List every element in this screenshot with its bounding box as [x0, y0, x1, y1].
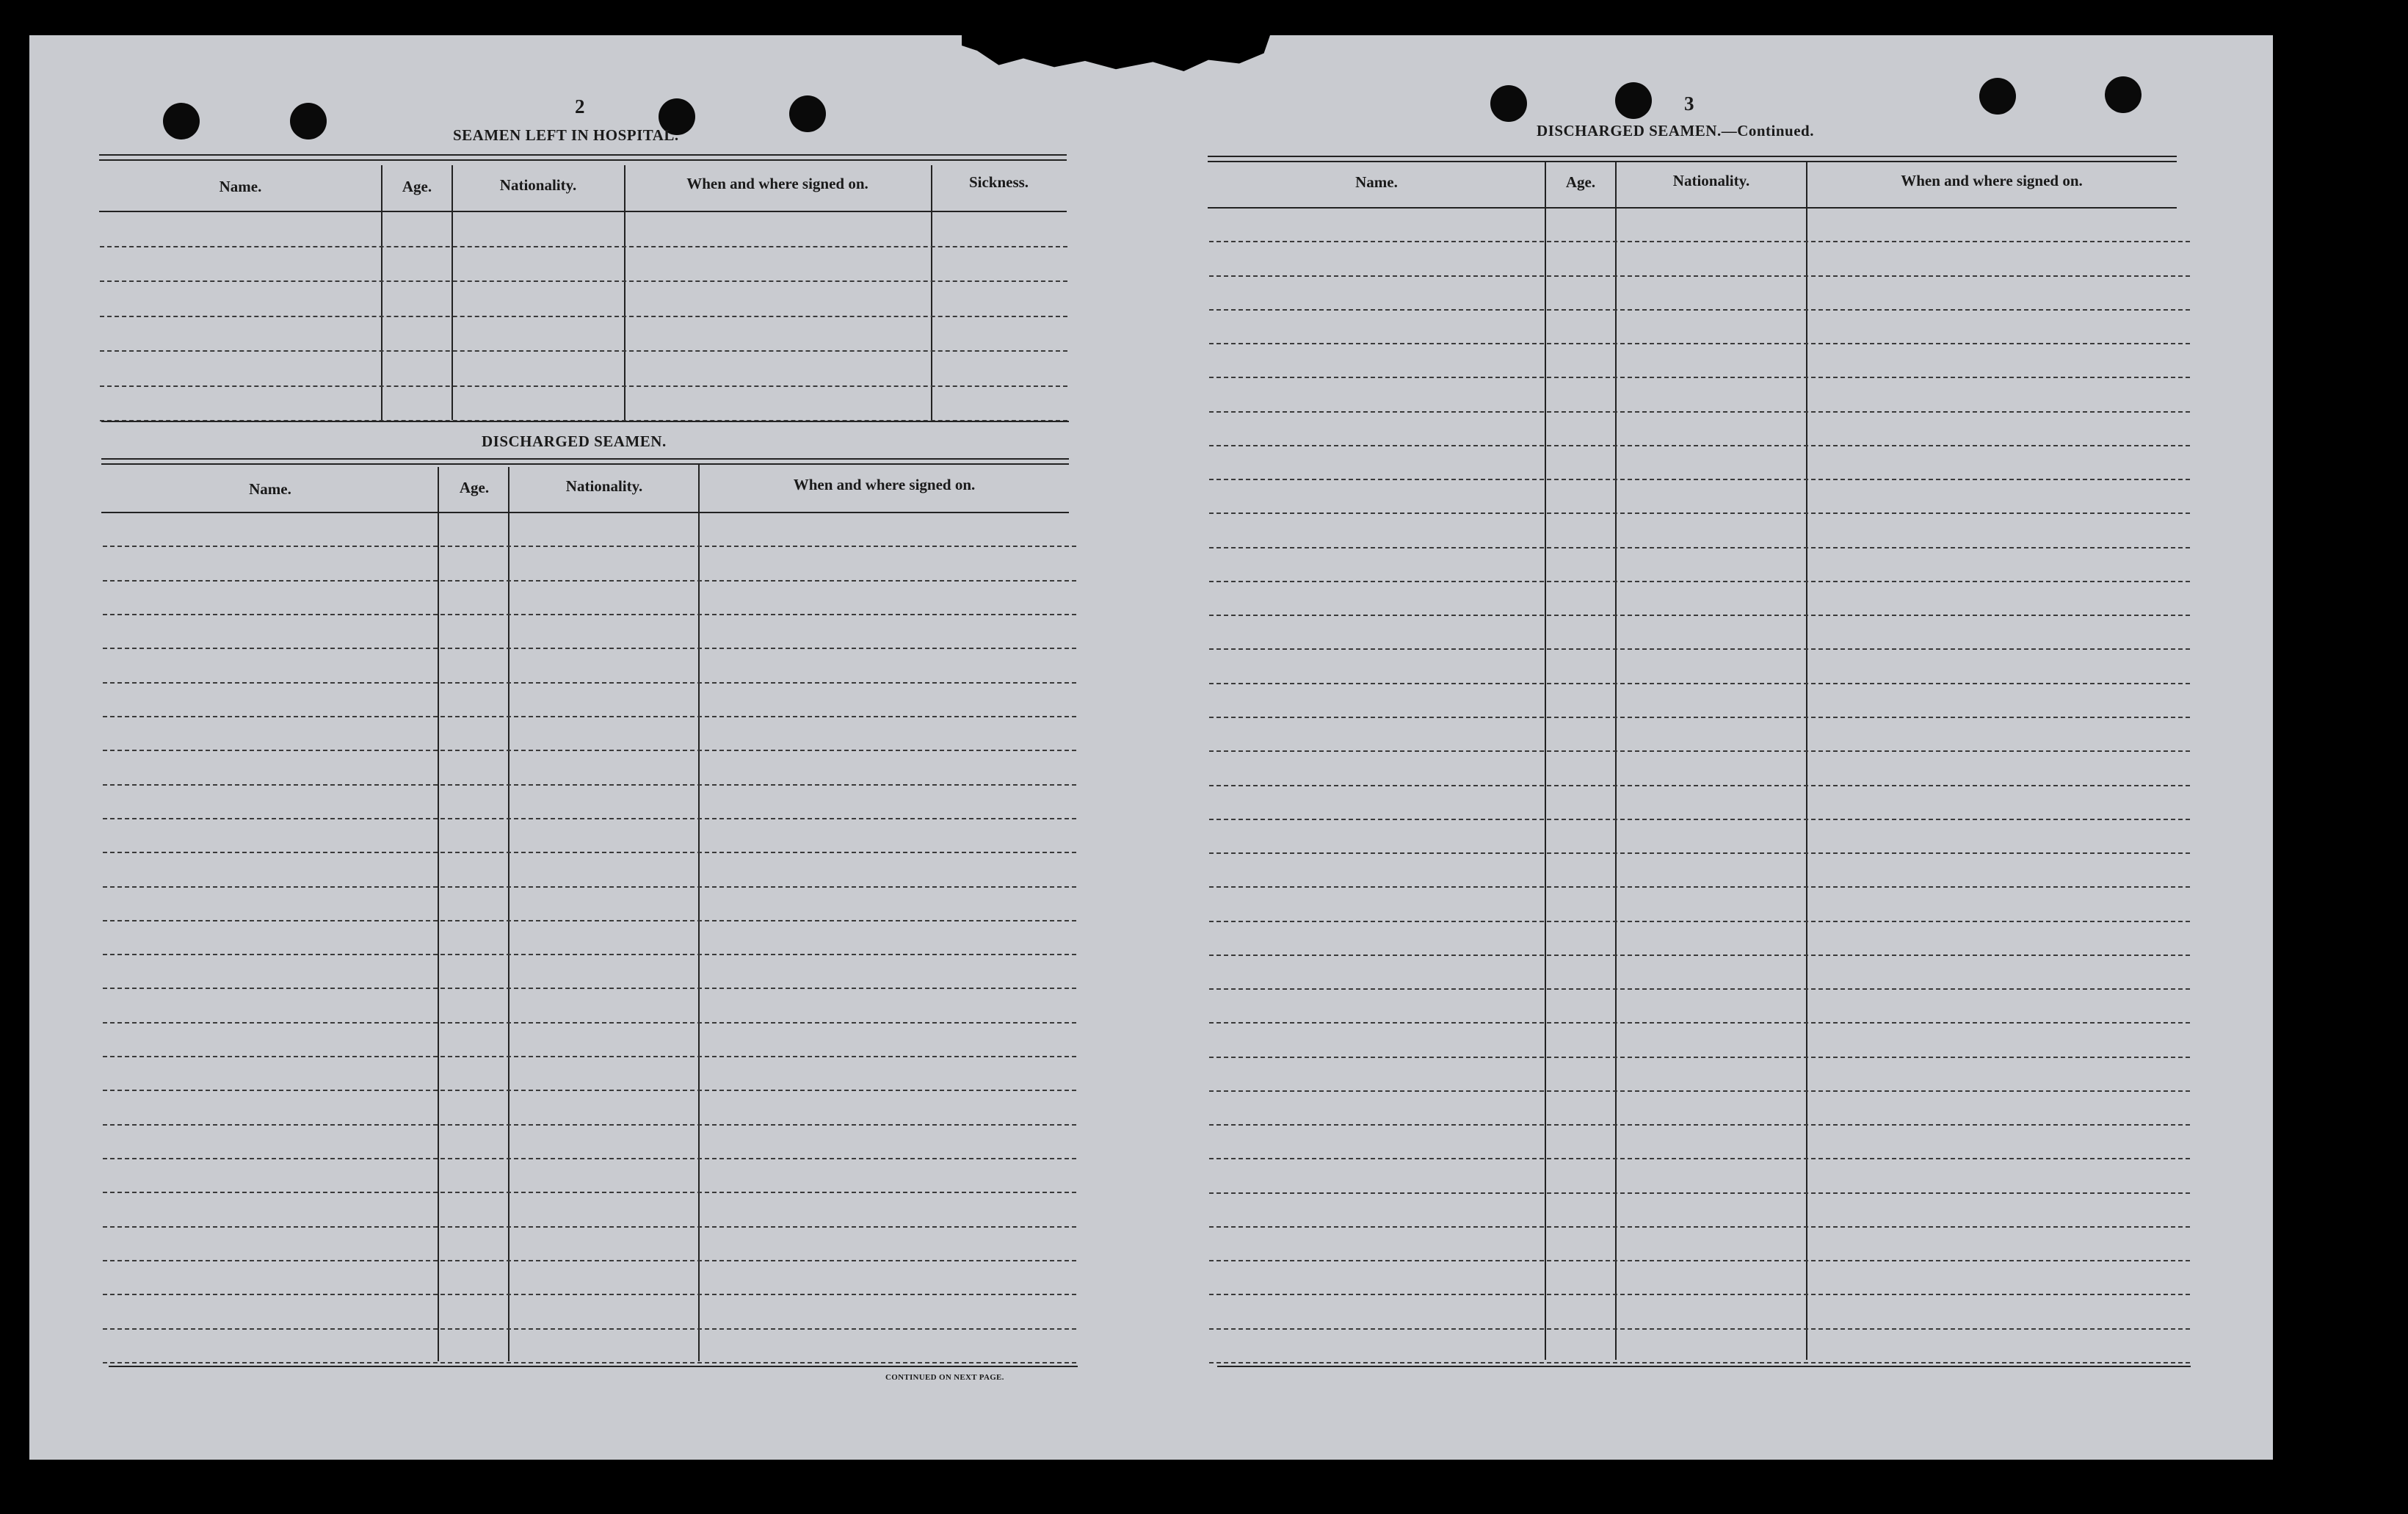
- form-row-line: [1209, 445, 2190, 446]
- punch-hole: [1490, 85, 1527, 122]
- form-row-line: [103, 1090, 1076, 1091]
- form-row-line: [103, 784, 1076, 786]
- form-row-line: [103, 1056, 1076, 1057]
- right-col-age: Age.: [1565, 173, 1596, 191]
- form-row-line: [1209, 275, 2190, 277]
- form-row-line: [103, 648, 1076, 649]
- form-row-line: [103, 1124, 1076, 1126]
- form-row-line: [103, 852, 1076, 853]
- right-page-number: 3: [1684, 93, 1694, 115]
- form-row-line: [103, 988, 1076, 989]
- form-row-line: [1209, 1260, 2190, 1261]
- right-bottom-rule: [1217, 1366, 2191, 1367]
- continued-note: CONTINUED ON NEXT PAGE.: [885, 1373, 1004, 1382]
- form-row-line: [100, 350, 1067, 352]
- form-row-line: [1209, 886, 2190, 888]
- right-divider: [1545, 162, 1546, 1360]
- hospital-divider: [624, 165, 625, 420]
- form-row-line: [1209, 581, 2190, 582]
- form-row-line: [100, 246, 1067, 247]
- hospital-section-title: SEAMEN LEFT IN HOSPITAL.: [453, 126, 679, 144]
- right-header-rule: [1208, 207, 2177, 209]
- discharged-col-signed-on: When and where signed on.: [793, 476, 976, 493]
- punch-hole: [290, 103, 327, 140]
- form-row-line: [1209, 241, 2190, 242]
- form-row-line: [1209, 955, 2190, 956]
- form-row-line: [1209, 479, 2190, 480]
- form-row-line: [103, 1260, 1076, 1261]
- form-row-line: [103, 750, 1076, 751]
- hospital-top-rule: [99, 154, 1067, 161]
- form-row-line: [1209, 852, 2190, 854]
- discharged-continued-title: [1537, 122, 1814, 140]
- hospital-col-signed-on: When and where signed on.: [686, 175, 868, 192]
- discharged-bottom-rule: [109, 1366, 1078, 1367]
- punch-hole: [789, 95, 826, 132]
- hospital-col-age: Age.: [402, 178, 432, 195]
- form-row-line: [1209, 1124, 2190, 1126]
- form-row-line: [103, 1328, 1076, 1330]
- discharged-section-title: DISCHARGED SEAMEN.: [482, 432, 667, 450]
- form-row-line: [1209, 683, 2190, 684]
- right-col-nationality: Nationality.: [1672, 172, 1750, 189]
- form-row-line: [1209, 988, 2190, 990]
- form-row-line: [103, 1022, 1076, 1024]
- form-row-line: [1209, 377, 2190, 378]
- form-row-line: [1209, 411, 2190, 413]
- form-row-line: [1209, 1057, 2190, 1058]
- form-row-line: [103, 716, 1076, 717]
- form-row-line: [1209, 547, 2190, 548]
- form-row-line: [103, 1226, 1076, 1228]
- hospital-bottom-rule: [101, 421, 1069, 422]
- hospital-col-nationality: Nationality.: [499, 176, 577, 194]
- discharged-col-name: Name.: [249, 480, 291, 498]
- form-row-line: [103, 682, 1076, 684]
- form-row-line: [100, 316, 1067, 317]
- punch-hole: [1979, 78, 2016, 115]
- form-row-line: [1209, 1158, 2190, 1159]
- discharged-col-nationality: Nationality.: [565, 477, 643, 495]
- hospital-col-name: Name.: [219, 178, 262, 195]
- hospital-header-rule: [99, 211, 1067, 212]
- form-row-line: [1209, 1192, 2190, 1194]
- form-row-line: [103, 546, 1076, 547]
- form-row-line: [1209, 1362, 2190, 1363]
- form-row-line: [103, 886, 1076, 888]
- discharged-header-rule: [101, 512, 1069, 513]
- form-row-line: [1209, 615, 2190, 616]
- discharged-top-rule: [101, 458, 1069, 465]
- hospital-divider: [381, 165, 382, 420]
- form-row-line: [1209, 1090, 2190, 1092]
- form-sheet: [29, 35, 2273, 1460]
- form-row-line: [103, 1362, 1076, 1363]
- form-row-line: [1209, 1328, 2190, 1330]
- right-col-name: Name.: [1355, 173, 1398, 191]
- form-row-line: [1209, 1022, 2190, 1024]
- form-row-line: [1209, 512, 2190, 514]
- right-col-signed-on: When and where signed on.: [1901, 172, 2083, 189]
- form-row-line: [103, 1192, 1076, 1193]
- form-row-line: [1209, 343, 2190, 344]
- discharged-continued-title-main: DISCHARGED SEAMEN.: [1537, 122, 1722, 140]
- form-row-line: [1209, 717, 2190, 718]
- form-row-line: [103, 818, 1076, 819]
- form-row-line: [103, 1294, 1076, 1295]
- form-row-line: [103, 614, 1076, 615]
- form-row-line: [1209, 648, 2190, 650]
- right-divider: [1806, 162, 1807, 1360]
- form-row-line: [1209, 921, 2190, 922]
- form-row-line: [103, 954, 1076, 955]
- hospital-divider: [452, 165, 453, 420]
- right-divider: [1615, 162, 1617, 1360]
- form-row-line: [1209, 1294, 2190, 1295]
- hospital-divider: [931, 165, 932, 420]
- form-row-line: [1209, 785, 2190, 786]
- discharged-col-age: Age.: [459, 479, 490, 496]
- form-row-line: [1209, 1226, 2190, 1228]
- punch-hole: [2105, 76, 2142, 113]
- punch-hole: [1615, 82, 1652, 119]
- form-row-line: [103, 920, 1076, 921]
- form-row-line: [100, 385, 1067, 387]
- form-row-line: [1209, 819, 2190, 820]
- form-row-line: [100, 280, 1067, 282]
- left-page-number: 2: [575, 95, 585, 117]
- right-top-rule: [1208, 156, 2177, 162]
- continued-suffix: —Continued.: [1721, 122, 1814, 140]
- form-row-line: [103, 1158, 1076, 1159]
- form-row-line: [103, 580, 1076, 582]
- form-row-line: [1209, 309, 2190, 311]
- punch-hole: [163, 103, 200, 140]
- hospital-col-sickness: Sickness.: [968, 173, 1029, 191]
- form-row-line: [1209, 750, 2190, 752]
